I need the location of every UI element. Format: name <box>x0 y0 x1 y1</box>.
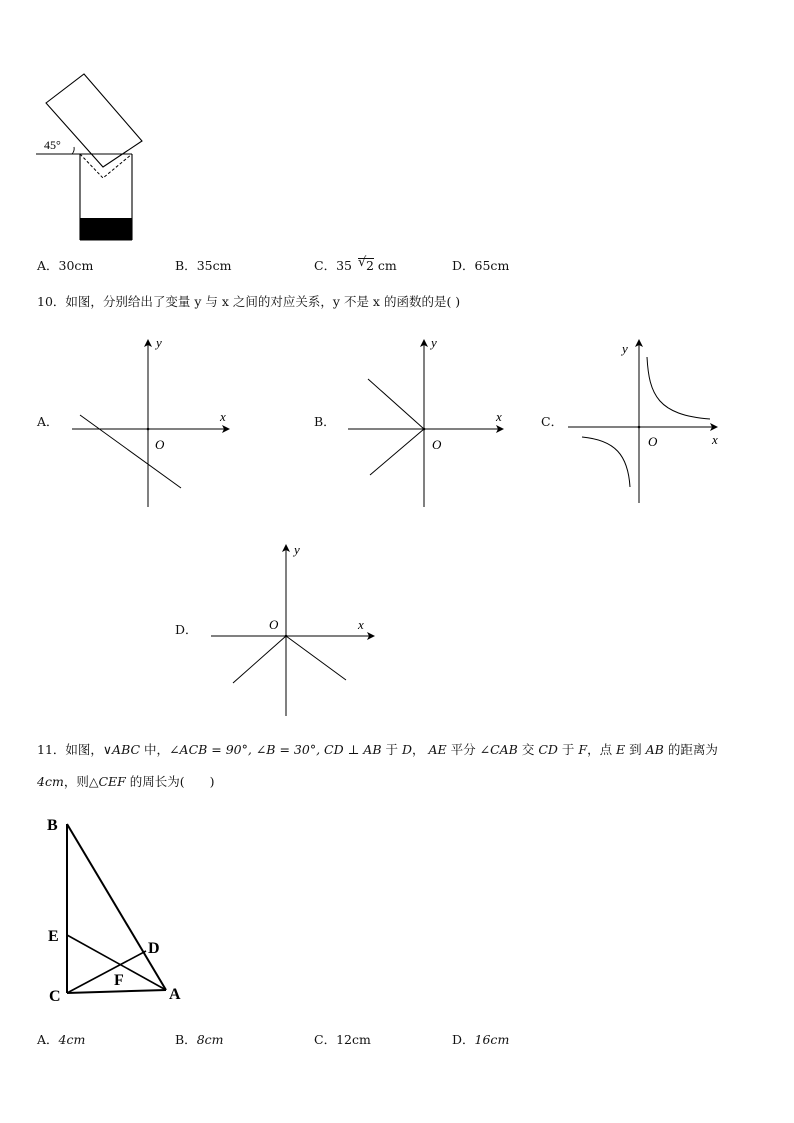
q11-option-d: D．16cm <box>452 1032 510 1047</box>
sqrt-symbol: √ 2 <box>357 255 374 273</box>
point-a-label: A <box>169 986 181 1003</box>
q9-option-a: A．30cm <box>37 258 94 273</box>
q9-angle-label: 45° <box>44 138 61 152</box>
q11-option-b: B．8cm <box>175 1032 224 1047</box>
x-axis-label: x <box>712 432 718 447</box>
point-e-label: E <box>48 928 59 945</box>
point-f-label: F <box>114 972 124 989</box>
q9-diagram <box>36 70 146 242</box>
q9-option-c: C．35 √ 2 cm <box>314 255 397 273</box>
y-axis-label: y <box>622 341 628 356</box>
q10-option-c-label: C． <box>541 414 564 429</box>
q11-triangle-figure <box>40 810 200 1010</box>
q9-figure <box>36 70 146 242</box>
point-c-label: C <box>49 988 61 1005</box>
origin-label: O <box>648 434 658 449</box>
q10-graph-b <box>340 335 515 510</box>
q11-question-line1: 11．如图，∨ABC 中，∠ACB = 90°, ∠B = 30°, CD ⊥ AB 于 D， AE 平分 ∠CAB 交 CD 于 F，点 E 到 AB 的距离为 <box>37 742 718 757</box>
q11-option-a: A．4cm <box>37 1032 86 1047</box>
q11-option-c: C．12cm <box>314 1032 371 1047</box>
origin-label: O <box>155 437 165 452</box>
q10-option-a-label: A． <box>37 414 59 429</box>
q9-option-d: D．65cm <box>452 258 510 273</box>
q10-graph-a <box>60 335 240 510</box>
q9-option-b: B．35cm <box>175 258 232 273</box>
y-axis-label: y <box>294 542 300 557</box>
origin-label: O <box>269 617 279 632</box>
point-d-label: D <box>148 940 160 957</box>
q10-graph-d <box>205 540 380 720</box>
q10-option-b-label: B． <box>314 414 336 429</box>
q10-graph-c <box>560 335 735 510</box>
q11-question-line2: 4cm，则△CEF 的周长为( ) <box>37 774 215 789</box>
x-axis-label: x <box>358 617 364 632</box>
origin-label: O <box>432 437 442 452</box>
x-axis-label: x <box>220 409 226 424</box>
y-axis-label: y <box>431 335 437 350</box>
y-axis-label: y <box>156 335 162 350</box>
point-b-label: B <box>47 817 58 834</box>
q10-option-d-label: D． <box>175 622 198 637</box>
x-axis-label: x <box>496 409 502 424</box>
q10-question-text: 10．如图，分别给出了变量 y 与 x 之间的对应关系，y 不是 x 的函数的是( ) <box>37 294 461 309</box>
